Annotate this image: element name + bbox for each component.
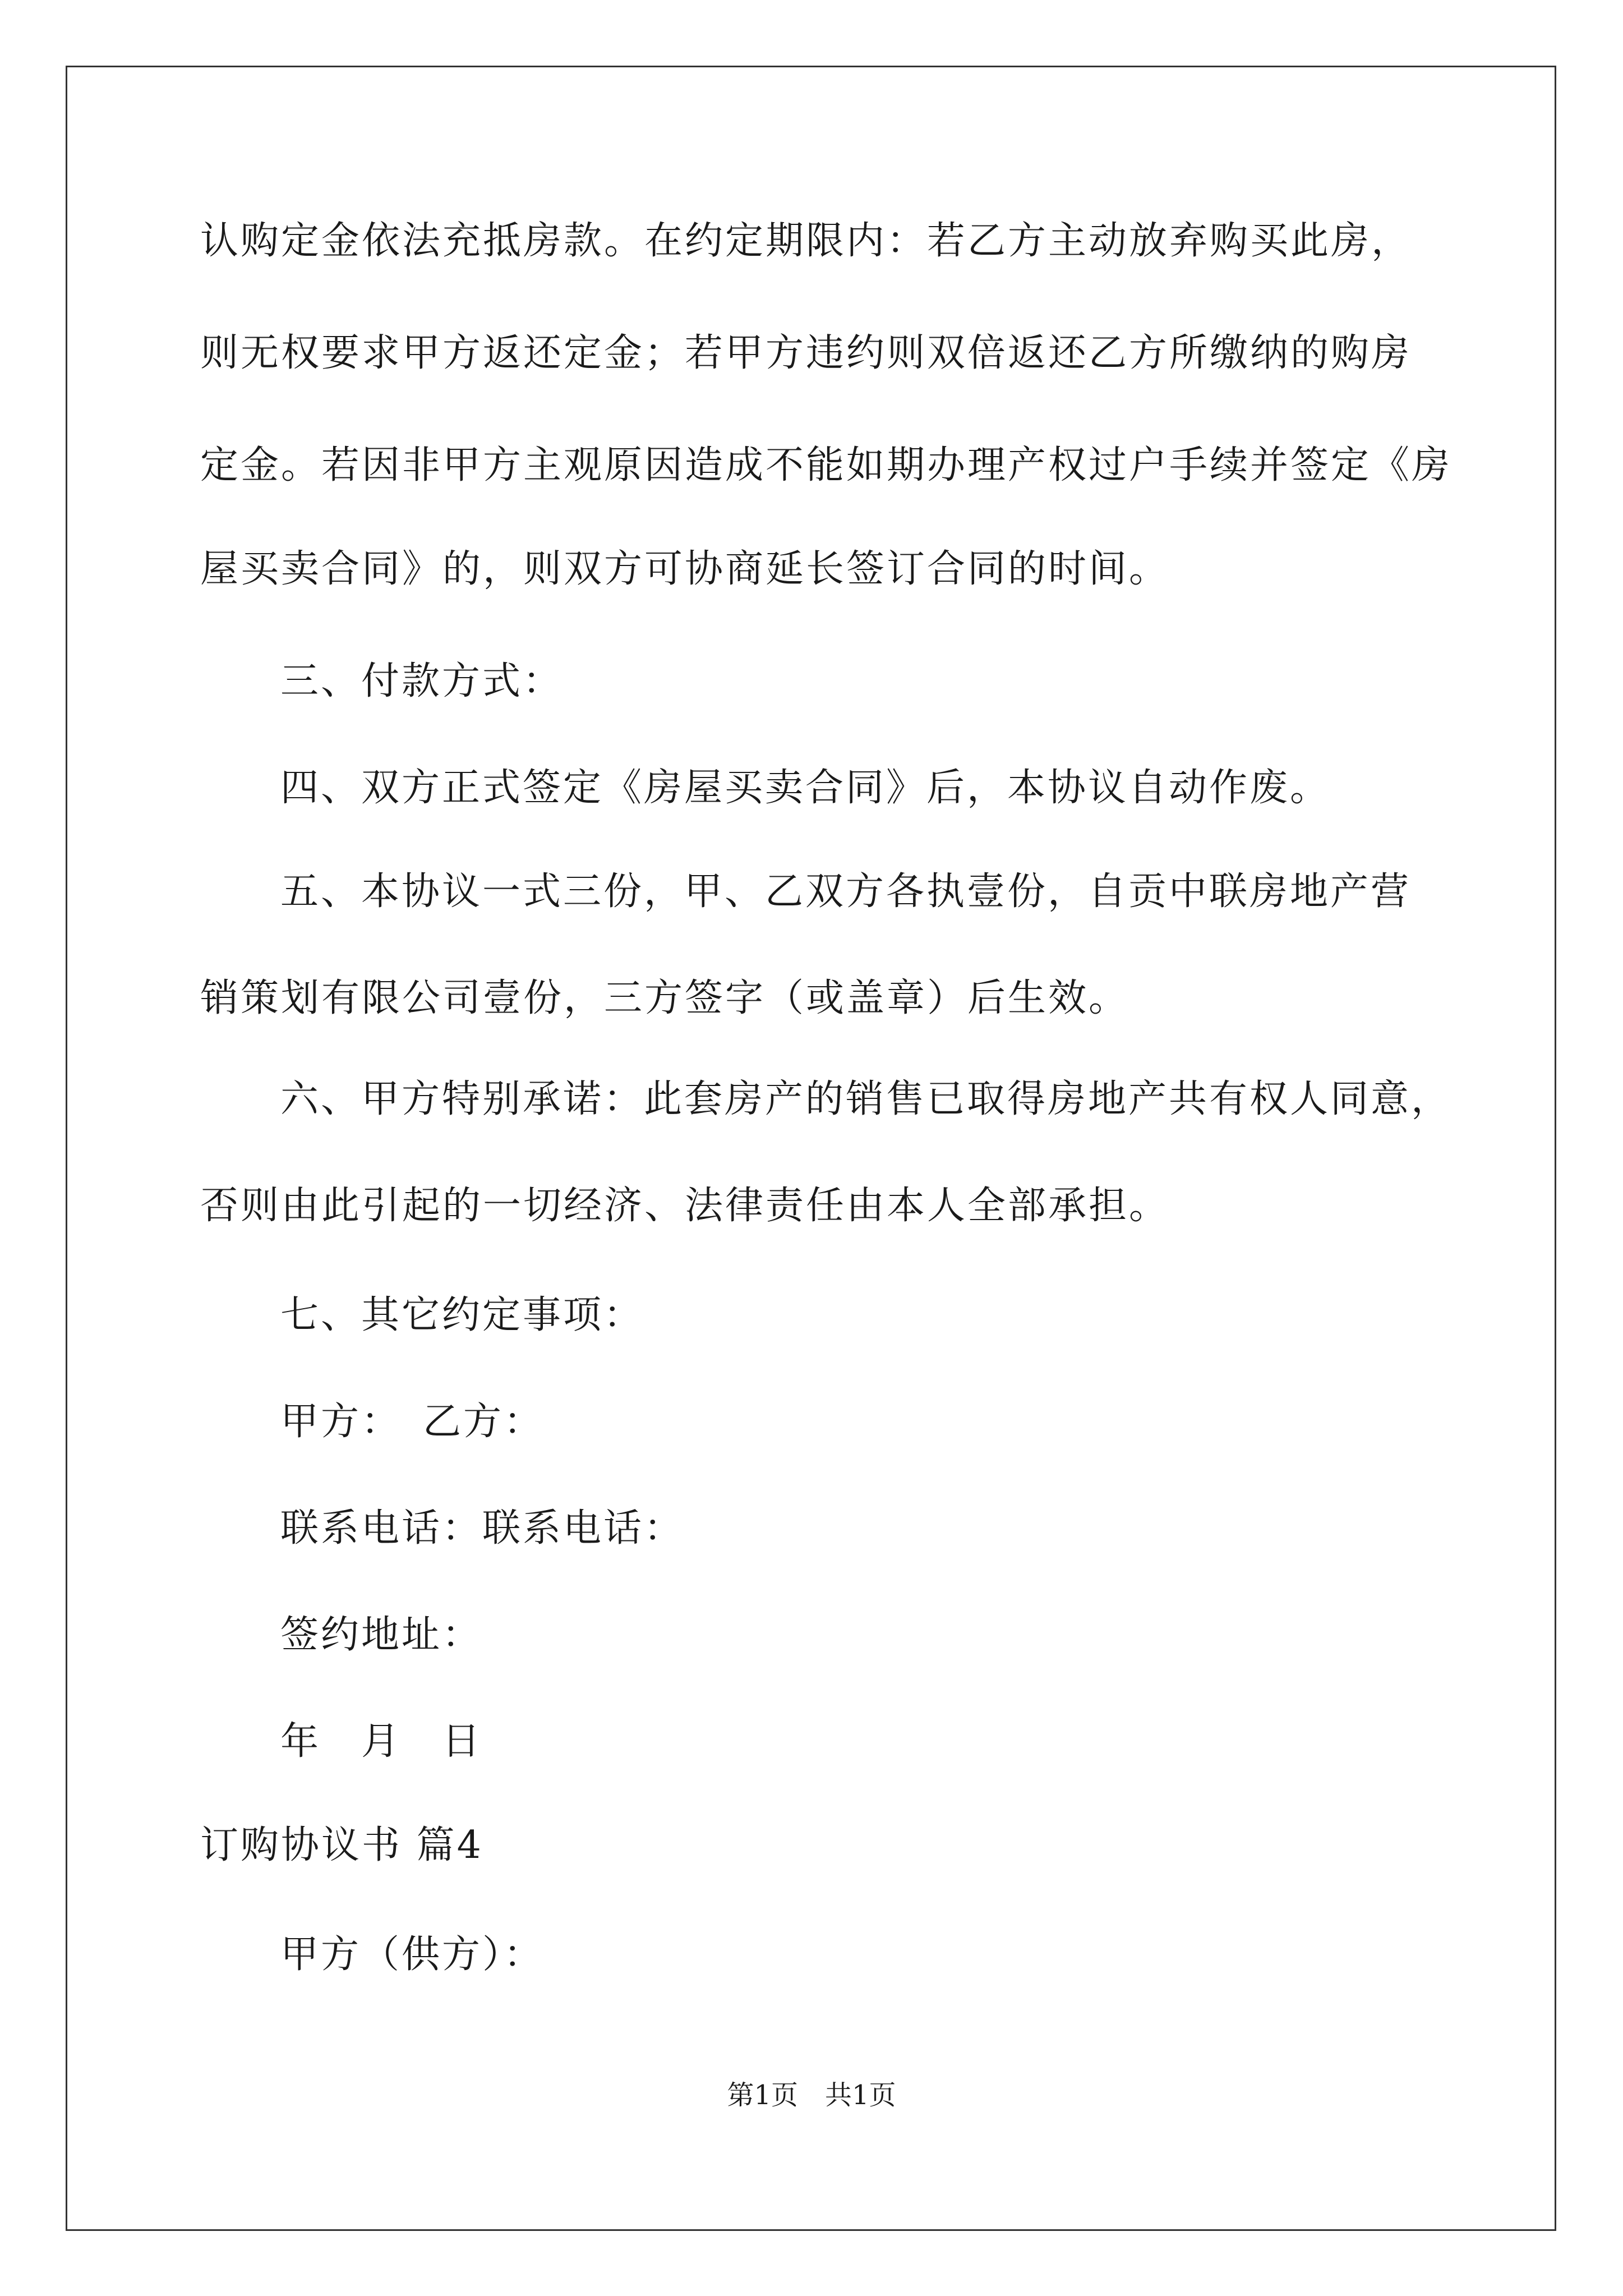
body-text-line: 销策划有限公司壹份，三方签字（或盖章）后生效。 — [200, 976, 1129, 1020]
body-text-line: 则无权要求甲方返还定金；若甲方违约则双倍返还乙方所缴纳的购房 — [200, 331, 1412, 375]
document-title: 订购协议书 篇4 — [200, 1823, 483, 1867]
address-label-line: 签约地址： — [280, 1613, 483, 1657]
body-text-line: 定金。若因非甲方主观原因造成不能如期办理产权过户手续并签定《房 — [200, 443, 1453, 487]
party-label-line: 甲方： 乙方： — [280, 1400, 545, 1444]
body-text-line: 屋买卖合同》的，则双方可协商延长签订合同的时间。 — [200, 547, 1170, 591]
section-heading: 三、付款方式： — [280, 659, 564, 703]
date-label-line: 年 月 日 — [280, 1719, 483, 1764]
body-text-line: 六、甲方特别承诺：此套房产的销售已取得房地产共有权人同意， — [280, 1077, 1452, 1121]
phone-label-line: 联系电话：联系电话： — [280, 1506, 685, 1550]
body-text-line: 否则由此引起的一切经济、法律责任由本人全部承担。 — [200, 1184, 1170, 1228]
body-text-line: 认购定金依法充抵房款。在约定期限内：若乙方主动放弃购买此房， — [200, 219, 1412, 263]
party-a-label-line: 甲方（供方）： — [280, 1932, 545, 1977]
body-text-line: 五、本协议一式三份，甲、乙双方各执壹份，自贡中联房地产营 — [280, 869, 1412, 914]
page-number: 第1页 共1页 — [727, 2079, 896, 2111]
body-text-line: 四、双方正式签定《房屋买卖合同》后，本协议自动作废。 — [280, 766, 1331, 810]
page-border — [66, 66, 1556, 2231]
section-heading: 七、其它约定事项： — [280, 1293, 644, 1337]
